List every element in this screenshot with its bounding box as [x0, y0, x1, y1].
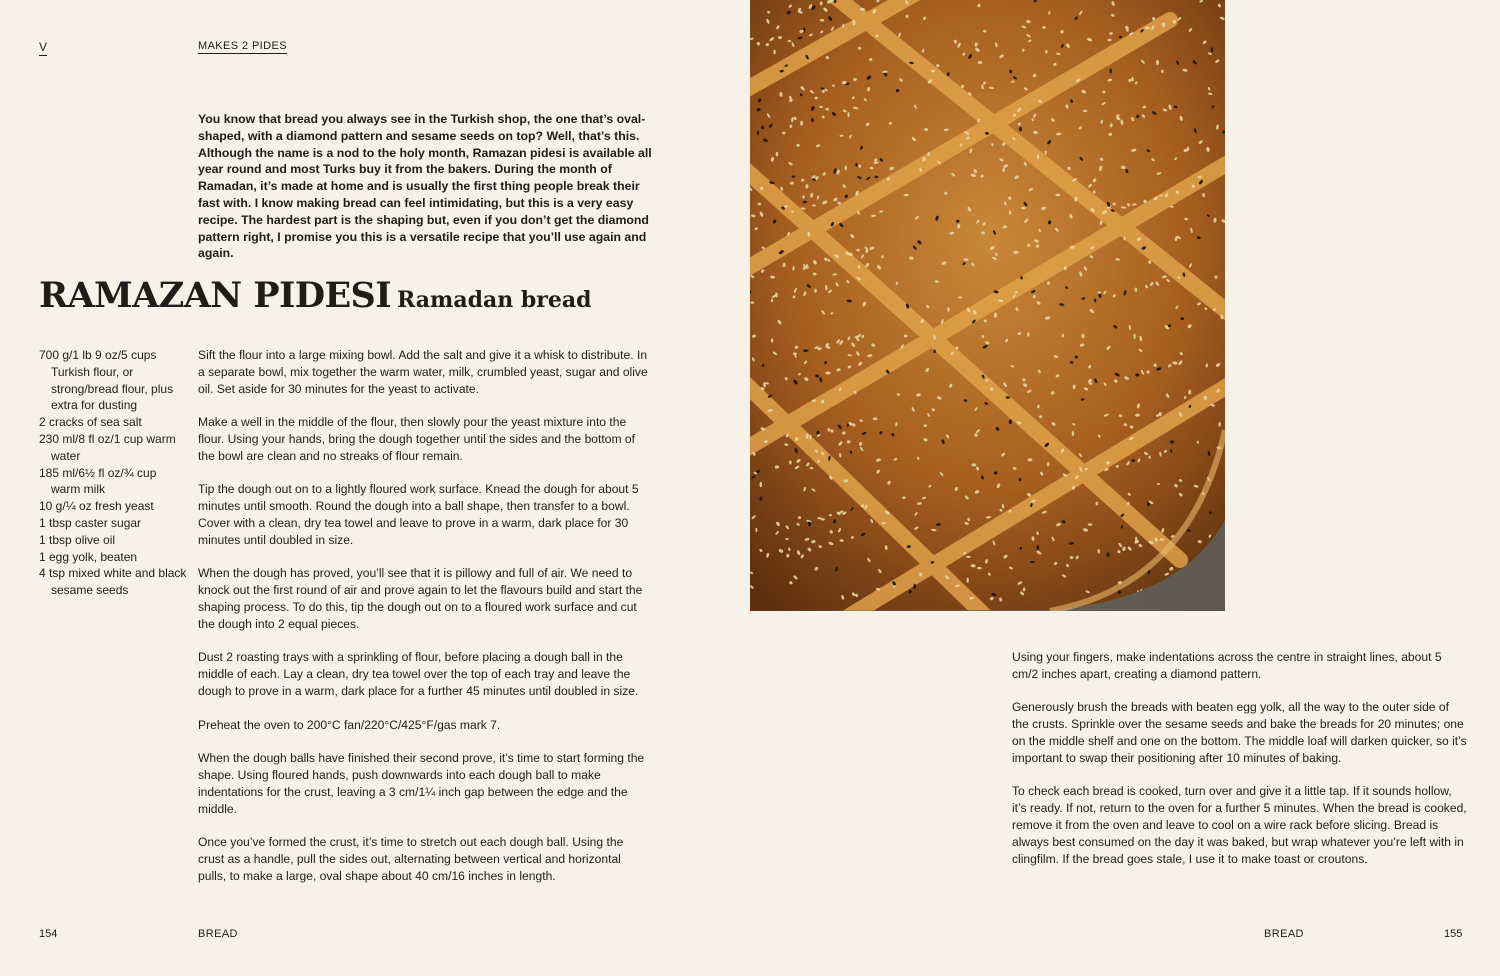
- ingredient-item: 185 ml/6½ fl oz/¾ cup warm milk: [39, 465, 157, 497]
- ingredient-item: 1 egg yolk, beaten: [39, 549, 138, 564]
- ingredient-item: 1 tbsp caster sugar: [39, 515, 142, 530]
- ingredient-item: 700 g/1 lb 9 oz/5 cups Turkish flour, or strong/bread flour, plus extra for dusting: [39, 348, 174, 413]
- recipe-title: [39, 275, 591, 316]
- section-label-right: BREAD: [1264, 928, 1304, 940]
- method-step: Sift the flour into a large mixing bowl. Add the salt and give it a whisk to distribute. In a separate bowl, mix together the warm water, milk, crumbled yeast, sugar and olive oil. Set aside for 30 minutes for the yeast to activate.: [198, 348, 648, 396]
- method-column-left: [198, 347, 650, 901]
- method-step: Make a well in the middle of the flour, then slowly pour the yeast mixture into the flour. Using your hands, bring the dough together until the sides and the bottom of the bowl are clean and no streaks of flour remain.: [198, 415, 636, 463]
- bread-photo: [750, 0, 1225, 611]
- vegetarian-badge: V: [39, 40, 48, 54]
- method-step: Once you’ve formed the crust, it’s time to stretch out each dough ball. Using the crust as a handle, pull the sides out, alternating between vertical and horizontal pulls, to make a large, oval shape about 40 cm/16 inches in length.: [198, 835, 624, 883]
- recipe-intro: You know that bread you always see in the Turkish shop, the one that’s oval-shaped, with a diamond pattern and sesame seeds on top? Well, that’s this. Although the name is a nod to the holy month, Ramazan pidesi is available all year round and most Turks buy it from the bakers. During the month of Ramadan, it’s made at home and is usually the first thing people break their fast with. I know making bread can feel intimidating, but this is a very easy recipe. The hardest part is the shaping but, even if you don’t get the diamond pattern right, I promise you this is a versatile recipe that you’ll use again and again.: [198, 112, 652, 261]
- yield-label: MAKES 2 PIDES: [198, 40, 287, 52]
- method-step: When the dough has proved, you’ll see that it is pillowy and full of air. We need to knock out the first round of air and prove again to let the flavours build and start the shaping process. To do this, tip the dough out on to a floured work surface and cut the dough into 2 equal pieces.: [198, 566, 643, 631]
- ingredient-item: 2 cracks of sea salt: [39, 415, 142, 430]
- section-label-left: BREAD: [198, 928, 238, 940]
- page-number-right: 155: [1444, 928, 1463, 940]
- method-step: To check each bread is cooked, turn over and give it a little tap. If it sounds hollow, it’s ready. If not, return to the oven for a further 5 minutes. When the bread is cooked, remove it from the oven and leave to cool on a wire rack before slicing. Bread is always best consumed on the day it was baked, but wrap whatever you’re left with in clingfilm. If the bread goes stale, I use it to make toast or croutons.: [1012, 784, 1467, 866]
- recipe-title-sub: Ramadan bread: [397, 287, 592, 313]
- pide-bread-image: [750, 0, 1225, 611]
- ingredient-item: 1 tbsp olive oil: [39, 532, 116, 547]
- method-step: Generously brush the breads with beaten egg yolk, all the way to the outer side of the crusts. Sprinkle over the sesame seeds and bake the breads for 20 minutes; one on the middle shelf and one on the bottom. The middle loaf will darken quicker, so it’s important to swap their positioning after 10 minutes of baking.: [1012, 700, 1467, 765]
- method-column-right: [1012, 649, 1467, 884]
- ingredient-item: 230 ml/8 fl oz/1 cup warm water: [39, 431, 176, 463]
- ingredient-item: 4 tsp mixed white and black sesame seeds: [39, 566, 187, 598]
- method-step: Using your fingers, make indentations across the centre in straight lines, about 5 cm/2 inches apart, creating a diamond pattern.: [1012, 650, 1442, 681]
- ingredient-list: [39, 347, 189, 599]
- page-number-left: 154: [39, 928, 58, 940]
- ingredient-item: 10 g/¼ oz fresh yeast: [39, 499, 154, 514]
- method-step: Dust 2 roasting trays with a sprinkling of flour, before placing a dough ball in the middle of each. Lay a clean, dry tea towel over the top of each tray and leave the dough to prove in a warm, dark place for a further 45 minutes until doubled in size.: [198, 650, 639, 698]
- method-step: Preheat the oven to 200°C fan/220°C/425°F/gas mark 7.: [198, 717, 501, 732]
- method-step: Tip the dough out on to a lightly floured work surface. Knead the dough for about 5 minutes until smooth. Round the dough into a ball shape, then transfer to a bowl. Cover with a clean, dry tea towel and leave to prove in a warm, dark place for 30 minutes until doubled in size.: [198, 482, 639, 547]
- method-step: When the dough balls have finished their second prove, it’s time to start forming the shape. Using floured hands, push downwards into each dough ball to make indentations for the crust, leaving a 3 cm/1¼ inch gap between the edge and the middle.: [198, 751, 645, 816]
- recipe-title-main: RAMAZAN PIDESI: [39, 275, 391, 316]
